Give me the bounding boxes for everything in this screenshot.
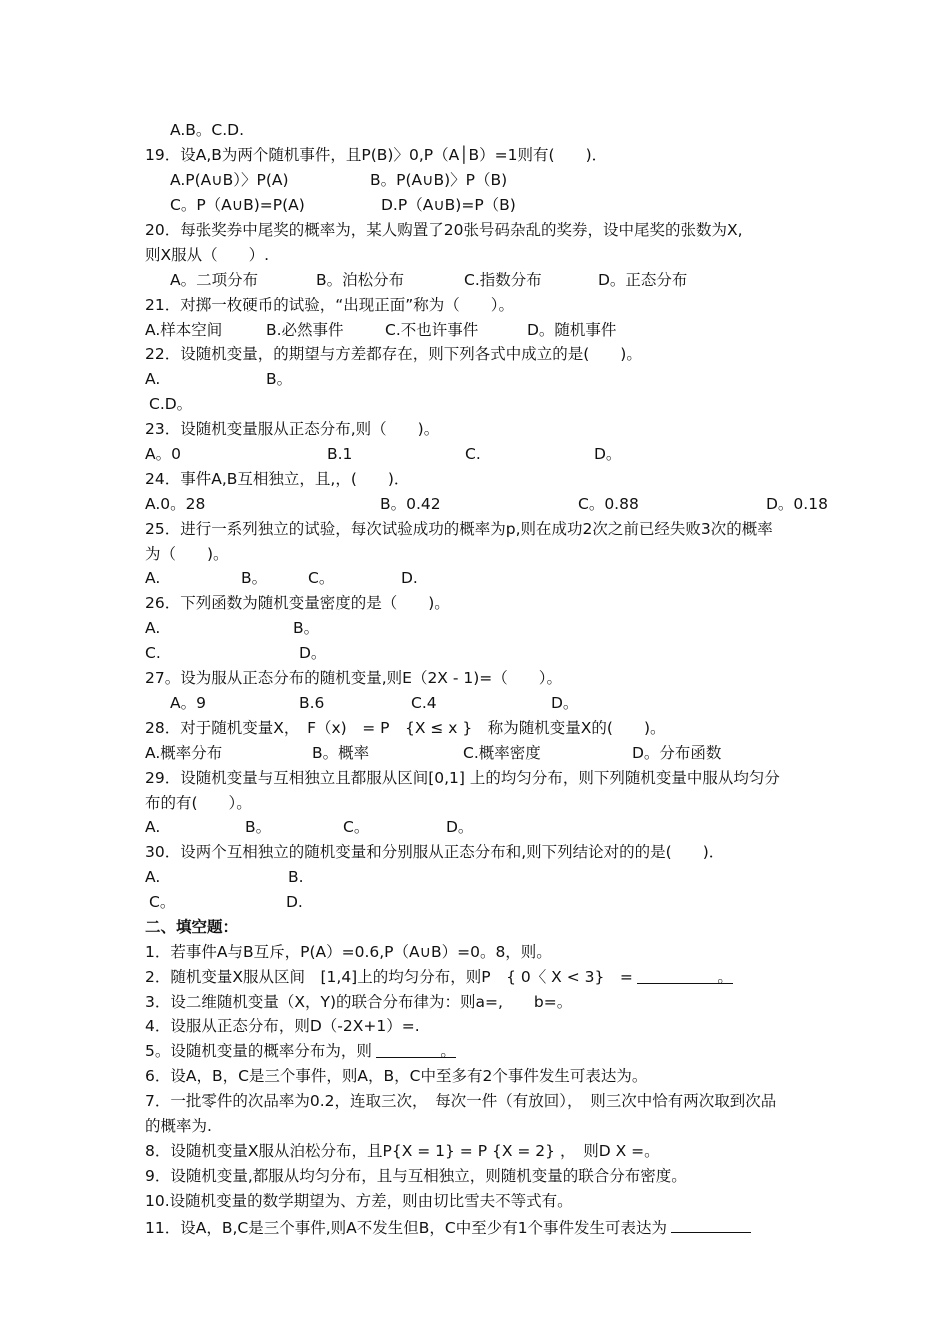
text-segment: A.概率分布 [145,744,223,762]
text-segment: B。泊松分布 [316,271,405,289]
text-segment: B。 [266,370,293,388]
text-segment: B.1 [327,445,353,463]
text-segment: A.P(A∪B）〉P(A) [170,171,289,189]
text-segment: 10.设随机变量的数学期望为、方差，则由切比雪夫不等式有。 [145,1192,573,1210]
text-segment: A。0 [145,445,181,463]
text-segment: A. [145,619,161,637]
text-segment: B。 [293,619,320,637]
text-segment: 4．设服从正态分布，则D（-2X+1）=. [145,1017,420,1035]
text-segment: 28．对于随机变量X， F（x) = P {X ≤ x } 称为随机变量X的( )。 [145,719,666,737]
text-segment: C.不也许事件 [385,321,479,339]
text-segment: D。 [446,818,474,836]
text-segment: 2．随机变量X服从区间 [1,4]上的均匀分布，则P { 0〈 X < 3} = 。 [145,965,733,990]
text-segment: 7．一批零件的次品率为0.2，连取三次， 每次一件（有放回）， 则三次中恰有两次取到次品 [145,1092,777,1110]
text-segment: 22．设随机变量，的期望与方差都存在，则下列各式中成立的是( )。 [145,345,642,363]
text-segment: B。P(A∪B)〉P（B) [370,171,508,189]
text-segment: 19．设A,B为两个随机事件，且P(B)〉0,P（A│B）=1则有( )． [145,146,608,164]
text-segment: A.0。28 [145,495,206,513]
text-segment: 二、填空题： [145,918,239,936]
text-segment: 25．进行一系列独立的试验，每次试验成功的概率为p,则在成功2次之前已经失败3次的概率 [145,520,773,538]
text-segment: 21．对掷一枚硬币的试验，“出现正面”称为（ ）。 [145,296,515,314]
text-segment: C。 [343,818,370,836]
text-segment: A. [145,370,161,388]
text-segment: B。 [241,569,268,587]
text-segment: A。二项分布 [170,271,259,289]
text-segment: B。 [245,818,272,836]
text-segment: 的概率为. [145,1117,212,1135]
text-segment: 3．设二维随机变量（X，Y)的联合分布律为：则a=, b=。 [145,993,573,1011]
text-segment: C. [465,445,481,463]
text-segment: 29．设随机变量与互相独立且都服从区间[0,1] 上的均匀分布，则下列随机变量中服从均匀分 [145,769,780,787]
text-segment: D。0.18 [766,495,828,513]
text-segment: 11．设A，B,C是三个事件,则A不发生但B，C中至少有1个事件发生可表达为 [145,1214,751,1241]
text-segment: D。 [594,445,622,463]
text-segment: D. [286,893,303,911]
text-segment: C.D。 [149,395,193,413]
text-segment: B。0.42 [380,495,441,513]
text-segment: D。随机事件 [527,321,617,339]
text-segment: 24．事件A,B互相独立，且,，( )． [145,470,410,488]
text-segment: D. [401,569,418,587]
text-segment: A.样本空间 [145,321,223,339]
text-segment: 27。设为服从正态分布的随机变量,则E（2X - 1)=（ ）。 [145,669,563,687]
text-segment: 布的有( ）。 [145,794,252,812]
text-segment: A. [145,818,161,836]
text-segment: 6．设A，B，C是三个事件，则A，B，C中至多有2个事件发生可表达为。 [145,1067,648,1085]
text-segment: 1．若事件A与B互斥，P(A）=0.6,P（A∪B）=0。8，则。 [145,943,552,961]
text-segment: 30．设两个互相独立的随机变量和分别服从正态分布和,则下列结论对的的是( )． [145,843,725,861]
text-segment: C。 [149,893,176,911]
text-segment: 为（ )。 [145,545,229,563]
text-segment: 8．设随机变量X服从泊松分布，且P{X = 1} = P {X = 2} ， 则D X =。 [145,1142,660,1160]
answer-blank[interactable]: 。 [376,1039,456,1058]
text-segment: D.P（A∪B)=P（B) [381,196,516,214]
text-segment: B.6 [299,694,325,712]
text-segment: 20．每张奖券中尾奖的概率为，某人购置了20张号码杂乱的奖券，设中尾奖的张数为X, [145,221,743,239]
text-segment: A. [145,868,161,886]
text-segment: A。9 [170,694,206,712]
text-segment: 5。设随机变量的概率分布为，则 。 [145,1039,456,1064]
text-segment: D。 [551,694,579,712]
text-segment: 则X服从（ ）. [145,246,270,264]
text-segment: 9．设随机变量,都服从均匀分布，且与互相独立，则随机变量的联合分布密度。 [145,1167,687,1185]
text-segment: C。 [308,569,335,587]
text-segment: A.B。C.D. [170,121,245,139]
text-segment: C。P（A∪B)=P(A) [170,196,305,214]
text-segment: C.概率密度 [463,744,541,762]
answer-blank[interactable]: 。 [637,965,733,984]
text-segment: B. [288,868,304,886]
text-segment: C.4 [411,694,437,712]
answer-blank[interactable] [671,1214,751,1233]
text-segment: A. [145,569,161,587]
text-segment: D。分布函数 [632,744,722,762]
text-segment: D。正态分布 [598,271,688,289]
text-segment: B。概率 [312,744,370,762]
text-segment: B.必然事件 [266,321,344,339]
text-segment: D。 [299,644,327,662]
text-segment: 23．设随机变量服从正态分布,则（ )。 [145,420,440,438]
text-segment: C.指数分布 [464,271,542,289]
text-segment: C。0.88 [578,495,639,513]
text-segment: C. [145,644,161,662]
text-segment: 26．下列函数为随机变量密度的是（ )。 [145,594,450,612]
